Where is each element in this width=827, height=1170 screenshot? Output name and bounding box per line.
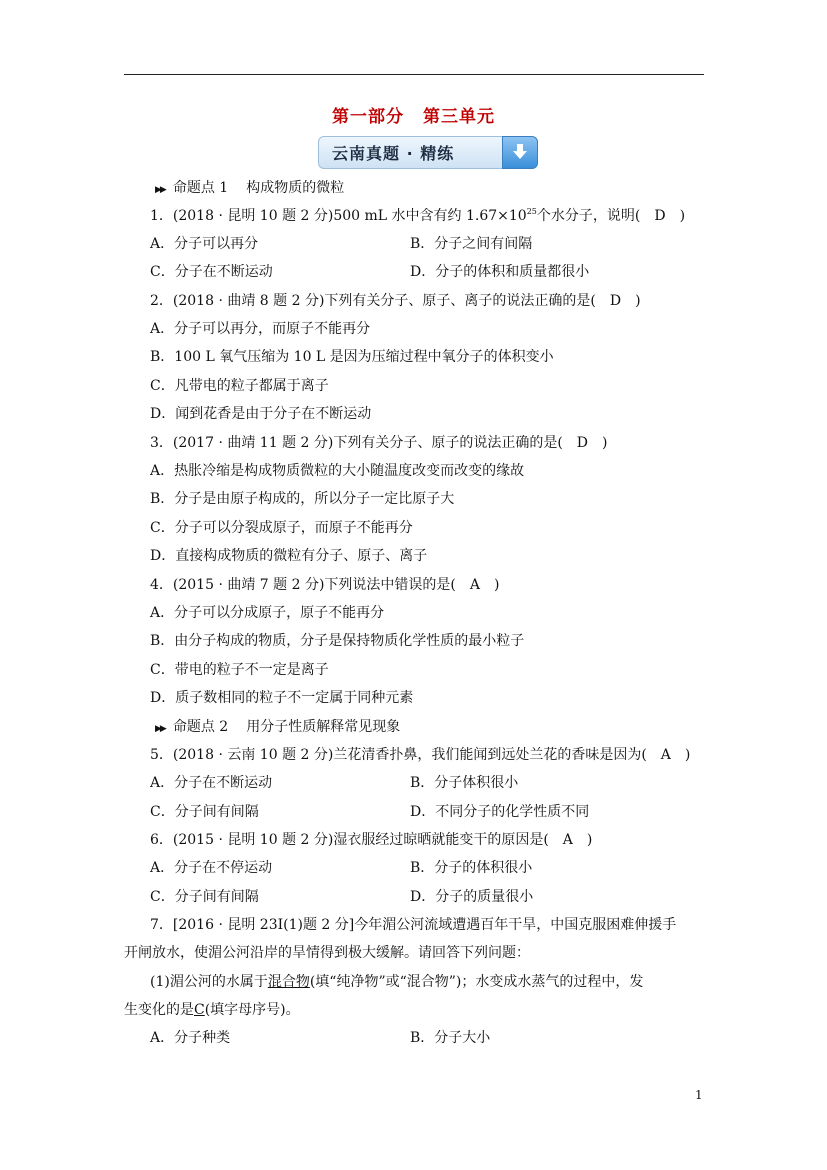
q7-option-a: A．分子种类 — [150, 1030, 231, 1046]
q4-option-b: B．由分子构成的物质，分子是保持物质化学性质的最小粒子 — [150, 633, 525, 649]
section-banner — [318, 136, 538, 169]
download-arrow-icon — [502, 136, 538, 169]
q7-sub2-text: 生变化的是 — [124, 1002, 194, 1018]
play-arrows-icon: ▶▶ — [155, 185, 165, 195]
q3-option-d: D．直接构成物质的微粒有分子、原子、离子 — [150, 548, 428, 564]
q1-stem-tail: 个水分子，说明( D ) — [536, 208, 686, 224]
q5-option-b: B．分子体积很小 — [410, 775, 519, 791]
q7-sub2-answer: C — [194, 1002, 205, 1018]
q1-option-b: B．分子之间有间隔 — [410, 236, 533, 252]
q6-option-d: D．分子的质量很小 — [410, 889, 534, 905]
q6-option-b: B．分子的体积很小 — [410, 860, 533, 876]
q1-option-a: A．分子可以再分 — [150, 236, 259, 252]
q4-option-a: A．分子可以分成原子，原子不能再分 — [150, 605, 385, 621]
q2-option-c: C．凡带电的粒子都属于离子 — [150, 378, 329, 394]
q4-option-c: C．带电的粒子不一定是离子 — [150, 662, 329, 678]
q2-option-a: A．分子可以再分，而原子不能再分 — [150, 321, 371, 337]
q1-option-d: D．分子的体积和质量都很小 — [410, 264, 590, 280]
title-unit: 第三单元 — [422, 107, 495, 127]
q1-option-c: C．分子在不断运动 — [150, 264, 273, 280]
question-5-stem: 5．(2018 · 云南 10 题 2 分)兰花清香扑鼻，我们能闻到远处兰花的香味是因为( A ) — [150, 747, 691, 763]
q5-option-a: A．分子在不断运动 — [150, 775, 273, 791]
question-6-stem: 6．(2015 · 昆明 10 题 2 分)湿衣服经过晾晒就能变干的原因是( A ) — [150, 832, 593, 848]
q6-option-c: C．分子间有间隔 — [150, 889, 259, 905]
q5-option-d: D．不同分子的化学性质不同 — [410, 804, 590, 820]
q7-subquestion-1 — [150, 972, 643, 992]
q7-sub1-answer: 混合物 — [267, 974, 310, 990]
question-1-stem — [150, 206, 685, 228]
q5-option-c: C．分子间有间隔 — [150, 804, 259, 820]
q7-option-b: B．分子大小 — [410, 1030, 491, 1046]
question-3-stem: 3．(2017 · 曲靖 11 题 2 分)下列有关分子、原子的说法正确的是( D ) — [150, 435, 608, 451]
q7-sub1-tail: (填“纯净物”或“混合物”)；水变成水蒸气的过程中，发 — [309, 974, 644, 990]
q3-option-c: C．分子可以分裂成原子，而原子不能再分 — [150, 520, 413, 536]
page-title — [0, 102, 827, 127]
q3-option-a: A．热胀冷缩是构成物质微粒的大小随温度改变而改变的缘故 — [150, 463, 525, 479]
q1-exponent: 25 — [526, 207, 537, 216]
page-number: 1 — [695, 1088, 703, 1102]
topic-heading-1 — [155, 178, 344, 200]
q6-option-a: A．分子在不停运动 — [150, 860, 273, 876]
title-part: 第一部分 — [332, 107, 405, 127]
question-7-stem-line1: 7．[2016 · 昆明 23Ⅰ(1)题 2 分]今年湄公河流域遭遇百年干旱，中国克服困难伸援手 — [150, 917, 677, 933]
q7-sub2-tail: (填字母序号)。 — [204, 1002, 300, 1018]
q3-option-b: B．分子是由原子构成的，所以分子一定比原子大 — [150, 491, 455, 507]
question-2-stem: 2．(2018 · 曲靖 8 题 2 分)下列有关分子、原子、离子的说法正确的是( D ) — [150, 293, 641, 309]
q4-option-d: D．质子数相同的粒子不一定属于同种元素 — [150, 690, 414, 706]
question-4-stem: 4．(2015 · 曲靖 7 题 2 分)下列说法中错误的是( A ) — [150, 577, 500, 593]
q7-subquestion-1-cont — [124, 1000, 300, 1020]
q7-sub1-text: (1)湄公河的水属于 — [150, 974, 268, 990]
topic-heading-2 — [155, 717, 400, 739]
topic-label: 命题点 2 — [172, 719, 229, 735]
q2-option-b: B．100 L 氧气压缩为 10 L 是因为压缩过程中氧分子的体积变小 — [150, 349, 554, 365]
play-arrows-icon: ▶▶ — [155, 724, 165, 734]
topic-title: 构成物质的微粒 — [246, 180, 345, 196]
question-7-stem-line2: 开闸放水，使湄公河沿岸的旱情得到极大缓解。请回答下列问题： — [124, 945, 530, 961]
q2-option-d: D．闻到花香是由于分子在不断运动 — [150, 406, 372, 422]
topic-title: 用分子性质解释常见现象 — [246, 719, 401, 735]
q1-stem-text: 1．(2018 · 昆明 10 题 2 分)500 mL 水中含有约 1.67×10 — [150, 208, 527, 224]
banner-label: 云南真题 · 精练 — [332, 144, 455, 163]
header-rule — [124, 74, 704, 75]
topic-label: 命题点 1 — [172, 180, 229, 196]
